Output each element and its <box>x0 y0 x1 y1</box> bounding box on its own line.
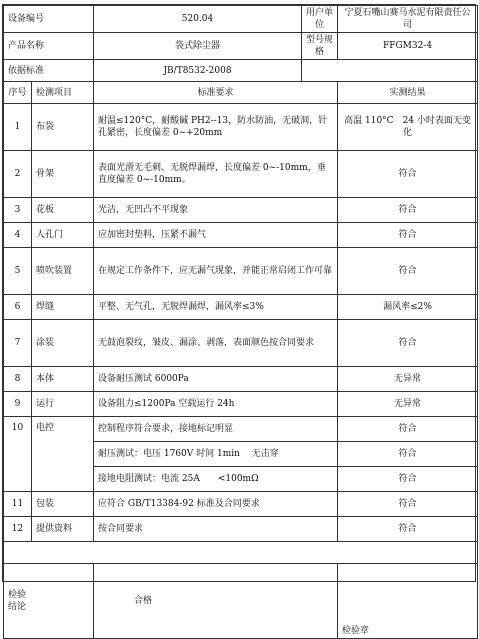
row-seq: 7 <box>4 320 32 367</box>
row-requirement: 光洁，无凹凸不平现象 <box>94 198 338 223</box>
row-requirement: 设备阻力≤1200Pa 空载运行 24h <box>94 392 338 417</box>
equipment-no-value: 520.04 <box>94 6 302 33</box>
row-seq: 1 <box>4 104 32 151</box>
basis-empty-cell <box>302 60 478 82</box>
report-table <box>3 5 478 639</box>
row-item: 本体 <box>32 367 94 392</box>
row-seq: 9 <box>4 392 32 417</box>
basis-label: 依据标准 <box>4 60 94 82</box>
table-row <box>4 392 478 417</box>
row-requirement: 设备耐压测试 6000Pa <box>94 367 338 392</box>
header-row-equipment <box>4 6 478 33</box>
row-requirement: 应符合 GB/T13384-92 标准及合同要求 <box>94 492 338 517</box>
row-result: 无异常 <box>338 392 478 417</box>
row-result: 符合 <box>338 417 478 442</box>
row-seq: 5 <box>4 248 32 295</box>
user-unit-value: 宁夏石嘴山赛马水泥有限责任公司 <box>338 6 478 33</box>
row-result: 符合 <box>338 467 478 492</box>
row-item: 喷吹装置 <box>32 248 94 295</box>
row-item: 焊缝 <box>32 295 94 320</box>
row-result: 符合 <box>338 248 478 295</box>
row-seq: 11 <box>4 492 32 517</box>
row-result: 符合 <box>338 517 478 542</box>
product-name-value: 袋式除尘器 <box>94 33 302 60</box>
basis-value: JB/T8532-2008 <box>94 60 302 82</box>
inspector-stamp-label: 检验章 <box>338 564 478 639</box>
row-result: 无异常 <box>338 367 478 392</box>
col-requirement-header: 标准要求 <box>94 82 338 104</box>
row-seq: 2 <box>4 151 32 198</box>
equipment-no-label: 设备编号 <box>4 6 94 33</box>
row-item: 涂装 <box>32 320 94 367</box>
row-seq: 10 <box>4 417 32 492</box>
inspection-report-sheet <box>2 4 476 636</box>
table-row <box>4 223 478 248</box>
row-item: 运行 <box>32 392 94 417</box>
row-result: 符合 <box>338 320 478 367</box>
row-item: 布袋 <box>32 104 94 151</box>
row-requirement: 应加密封垫料，压紧不漏气 <box>94 223 338 248</box>
row-seq: 4 <box>4 223 32 248</box>
table-row <box>4 104 478 151</box>
row-requirement: 平整、无气孔，无脱焊漏焊，漏风率≤3% <box>94 295 338 320</box>
row-item: 电控 <box>32 417 94 492</box>
row-result: 漏风率≤2% <box>338 295 478 320</box>
header-row-product <box>4 33 478 60</box>
row-requirement: 按合同要求 <box>94 517 338 542</box>
empty-row <box>4 542 478 564</box>
conclusion-label-line2: 结论 <box>8 602 27 612</box>
row-seq: 12 <box>4 517 32 542</box>
conclusion-text: 合格 <box>94 564 338 639</box>
user-unit-label: 用户单位 <box>302 6 338 33</box>
row-item: 花板 <box>32 198 94 223</box>
col-seq-header: 序号 <box>4 82 32 104</box>
product-name-label: 产品名称 <box>4 33 94 60</box>
table-row <box>4 295 478 320</box>
row-result: 符合 <box>338 198 478 223</box>
conclusion-label <box>4 564 94 639</box>
model-value: FFGM32-4 <box>338 33 478 60</box>
row-item: 包装 <box>32 492 94 517</box>
row-seq: 8 <box>4 367 32 392</box>
header-row-basis <box>4 60 478 82</box>
row-seq: 6 <box>4 295 32 320</box>
column-header-row <box>4 82 478 104</box>
row-requirement: 在规定工作条件下，应无漏气现象，并能正常启闭工作可靠 <box>94 248 338 295</box>
row-requirement: 耐温≤120°C，耐酸碱 PH2--13，防水防油，无破洞，针孔紧密，长度偏差 0~+20mm <box>94 104 338 151</box>
row-result: 符合 <box>338 442 478 467</box>
row-requirement: 接地电阻测试：电流 25A <100mΩ <box>94 467 338 492</box>
model-label: 型号规格 <box>302 33 338 60</box>
row-requirement: 表面光滑无毛刺、无脱焊漏焊，长度偏差 0~-10mm，垂直度偏差 0~-10mm。 <box>94 151 338 198</box>
row-item: 骨架 <box>32 151 94 198</box>
col-item-header: 检测项目 <box>32 82 94 104</box>
row-result: 符合 <box>338 492 478 517</box>
row-requirement: 控制程序符合要求，接地标记明显 <box>94 417 338 442</box>
row-result: 符合 <box>338 151 478 198</box>
conclusion-row <box>4 564 478 639</box>
table-row <box>4 320 478 367</box>
table-row <box>4 198 478 223</box>
row-requirement: 耐压测试：电压 1760V 时间 1min 无击穿 <box>94 442 338 467</box>
table-row <box>4 248 478 295</box>
row-requirement: 无鼓泡裂纹，皱皮、漏涂、剥落，表面颜色按合同要求 <box>94 320 338 367</box>
table-row <box>4 151 478 198</box>
row-seq: 3 <box>4 198 32 223</box>
table-row <box>4 417 478 442</box>
row-result: 高温 110°C 24 小时表面无变化 <box>338 104 478 151</box>
col-result-header: 实测结果 <box>338 82 478 104</box>
table-row <box>4 492 478 517</box>
empty-row-cell <box>4 542 478 564</box>
table-row <box>4 367 478 392</box>
table-row <box>4 517 478 542</box>
row-result: 符合 <box>338 223 478 248</box>
row-item: 人孔门 <box>32 223 94 248</box>
conclusion-label-line1: 检验 <box>8 590 27 600</box>
row-item: 提供资料 <box>32 517 94 542</box>
